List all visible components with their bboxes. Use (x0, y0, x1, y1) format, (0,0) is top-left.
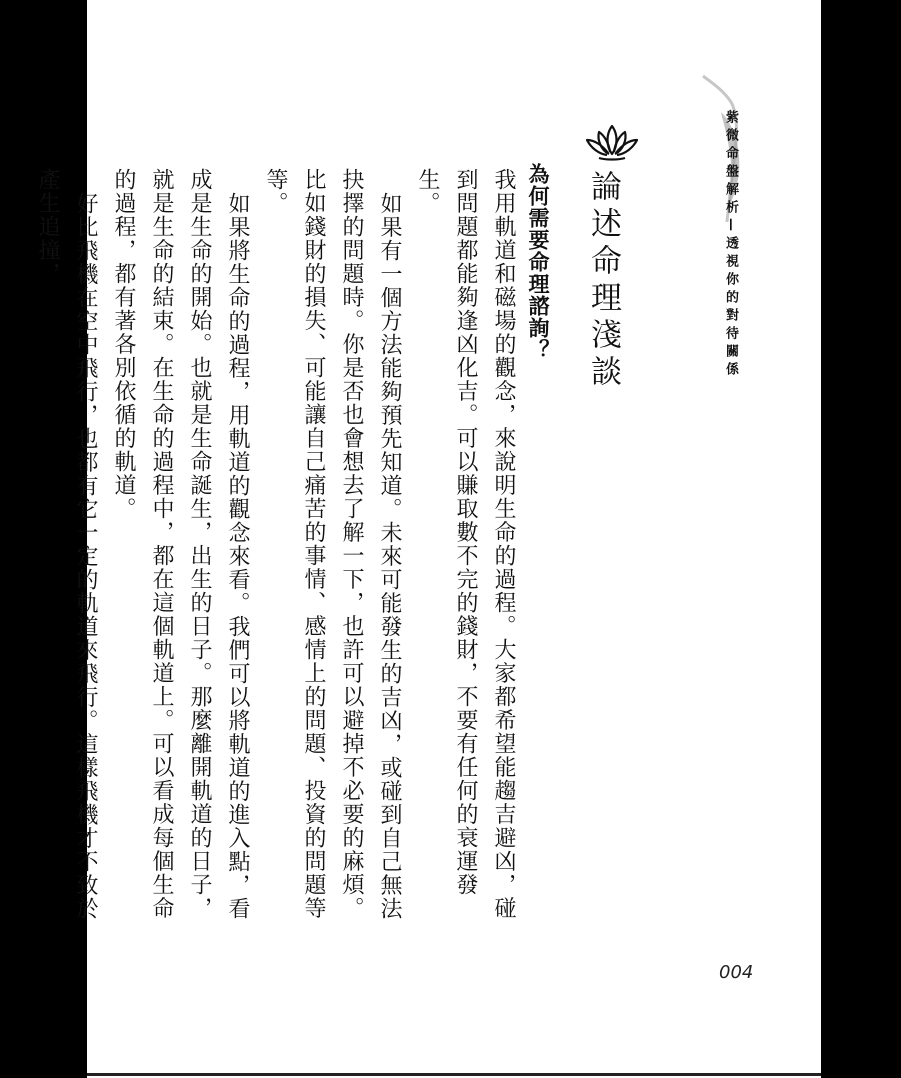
body-text (35, 168, 522, 938)
header-dash: — (723, 218, 738, 236)
paragraph: 好比飛機在空中飛行，也都有它一定的軌道來飛行。這樣飛機才不致於產生追撞， (35, 168, 98, 921)
running-header-text (724, 110, 737, 380)
book-title: 紫微命盤 (723, 110, 738, 182)
paragraph: 如果有一個方法能夠預先知道。未來可能發生的吉凶，或碰到自己無法抉擇的問題時。你是否也會想去了解一下，也許可以避掉不必要的麻煩。比如錢財的損失、可能讓自己痛苦的事情、感情上的問題、投資的問題等等。 (263, 168, 402, 921)
subtitle-tail: 透視你的對待關係 (723, 236, 738, 380)
paragraph: 如果將生命的過程，用軌道的觀念來看。我們可以將軌道的進入點，看成是生命的開始。也就是生命誕生，出生的日子。那麼離開軌道的日子，就是生命的結束。在生命的過程中，都在這個軌道上。可以看成每個生命的過程，都有著各別依循的軌道。 (111, 168, 250, 921)
chapter-title: 論述命理淺談 (585, 170, 621, 392)
lotus-icon (585, 122, 639, 162)
running-header (701, 72, 741, 392)
page-number: 004 (719, 962, 754, 983)
subtitle-lead: 解析 (723, 182, 738, 218)
book-page (35, 0, 821, 1078)
section-heading: 為何需要命理諮詢？ (526, 163, 550, 361)
paragraph: 我用軌道和磁場的觀念，來說明生命的過程。大家都希望能趨吉避凶，碰到問題都能夠逢凶化吉。可以賺取數不完的錢財，不要有任何的衰運發生。 (415, 168, 516, 920)
page-bottom-edge (87, 1073, 821, 1076)
